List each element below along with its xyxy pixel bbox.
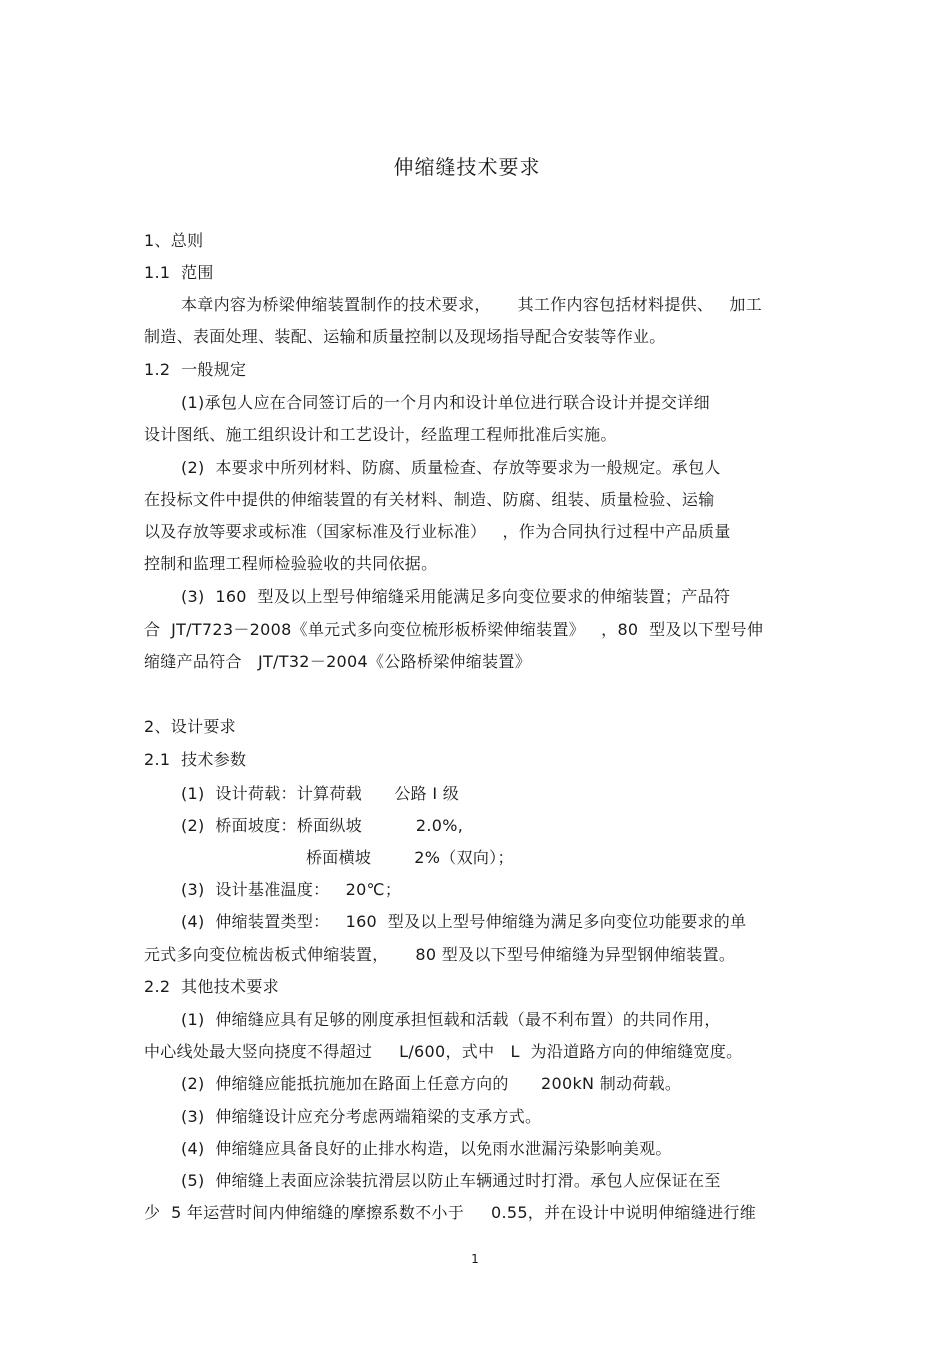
- subsection-heading-technical-parameters: 2.1 技术参数: [144, 750, 247, 769]
- subsection-heading-scope: 1.1 范围: [144, 263, 214, 282]
- paragraph-line: (2) 桥面坡度：桥面纵坡 2.0%,: [181, 816, 464, 835]
- paragraph-line: 中心线处最大竖向挠度不得超过 L/600，式中 L 为沿道路方向的伸缩缝宽度。: [144, 1042, 743, 1061]
- section-heading-general: 1、总则: [144, 231, 204, 250]
- paragraph-line: (5) 伸缩缝上表面应涂装抗滑层以防止车辆通过时打滑。承包人应保证在至: [181, 1171, 721, 1190]
- paragraph-line: (4) 伸缩缝应具备良好的止排水构造，以免雨水泄漏污染影响美观。: [181, 1139, 672, 1158]
- document-title: 伸缩缝技术要求: [393, 155, 541, 179]
- paragraph-line: 本章内容为桥梁伸缩装置制作的技术要求， 其工作内容包括材料提供、 加工: [181, 295, 762, 314]
- paragraph-line: 合 JT/T723－2008《单元式多向变位梳形板桥梁伸缩装置》 ，80 型及以下型号伸: [144, 620, 764, 639]
- paragraph-line: 制造、表面处理、装配、运输和质量控制以及现场指导配合安装等作业。: [144, 327, 666, 346]
- paragraph-line: (3) 160 型及以上型号伸缩缝采用能满足多向变位要求的伸缩装置；产品符: [181, 587, 731, 606]
- subsection-heading-other-requirements: 2.2 其他技术要求: [144, 977, 279, 996]
- paragraph-line: 缩缝产品符合 JT/T32－2004《公路桥梁伸缩装置》: [144, 652, 531, 671]
- paragraph-line: (2) 本要求中所列材料、防腐、质量检查、存放等要求为一般规定。承包人: [181, 458, 721, 477]
- paragraph-line: (1)承包人应在合同签订后的一个月内和设计单位进行联合设计并提交详细: [181, 393, 710, 412]
- paragraph-line: (2) 伸缩缝应能抵抗施加在路面上任意方向的 200kN 制动荷载。: [181, 1074, 682, 1093]
- paragraph-line: (1) 伸缩缝应具有足够的刚度承担恒载和活载（最不利布置）的共同作用，: [181, 1010, 721, 1029]
- paragraph-line: (3) 伸缩缝设计应充分考虑两端箱梁的支承方式。: [181, 1107, 542, 1126]
- paragraph-line: (4) 伸缩装置类型： 160 型及以上型号伸缩缝为满足多向变位功能要求的单: [181, 912, 747, 931]
- paragraph-line: 以及存放等要求或标准（国家标准及行业标准） ，作为合同执行过程中产品质量: [144, 522, 731, 541]
- paragraph-line: 设计图纸、施工组织设计和工艺设计，经监理工程师批准后实施。: [144, 425, 617, 444]
- page-number: 1: [471, 1252, 479, 1266]
- subsection-heading-general-rules: 1.2 一般规定: [144, 360, 247, 379]
- paragraph-line: (3) 设计基准温度： 20℃；: [181, 880, 402, 899]
- paragraph-line: 少 5 年运营时间内伸缩缝的摩擦系数不小于 0.55，并在设计中说明伸缩缝进行维: [144, 1203, 756, 1222]
- paragraph-line: (1) 设计荷载：计算荷载 公路 I 级: [181, 784, 460, 803]
- paragraph-line: 桥面横坡 2%（双向）；: [306, 848, 514, 867]
- paragraph-line: 元式多向变位梳齿板式伸缩装置， 80 型及以下型号伸缩缝为异型钢伸缩装置。: [144, 945, 736, 964]
- paragraph-line: 在投标文件中提供的伸缩装置的有关材料、制造、防腐、组装、质量检验、运输: [144, 490, 715, 509]
- paragraph-line: 控制和监理工程师检验验收的共同依据。: [144, 554, 438, 573]
- section-heading-design: 2、设计要求: [144, 717, 236, 736]
